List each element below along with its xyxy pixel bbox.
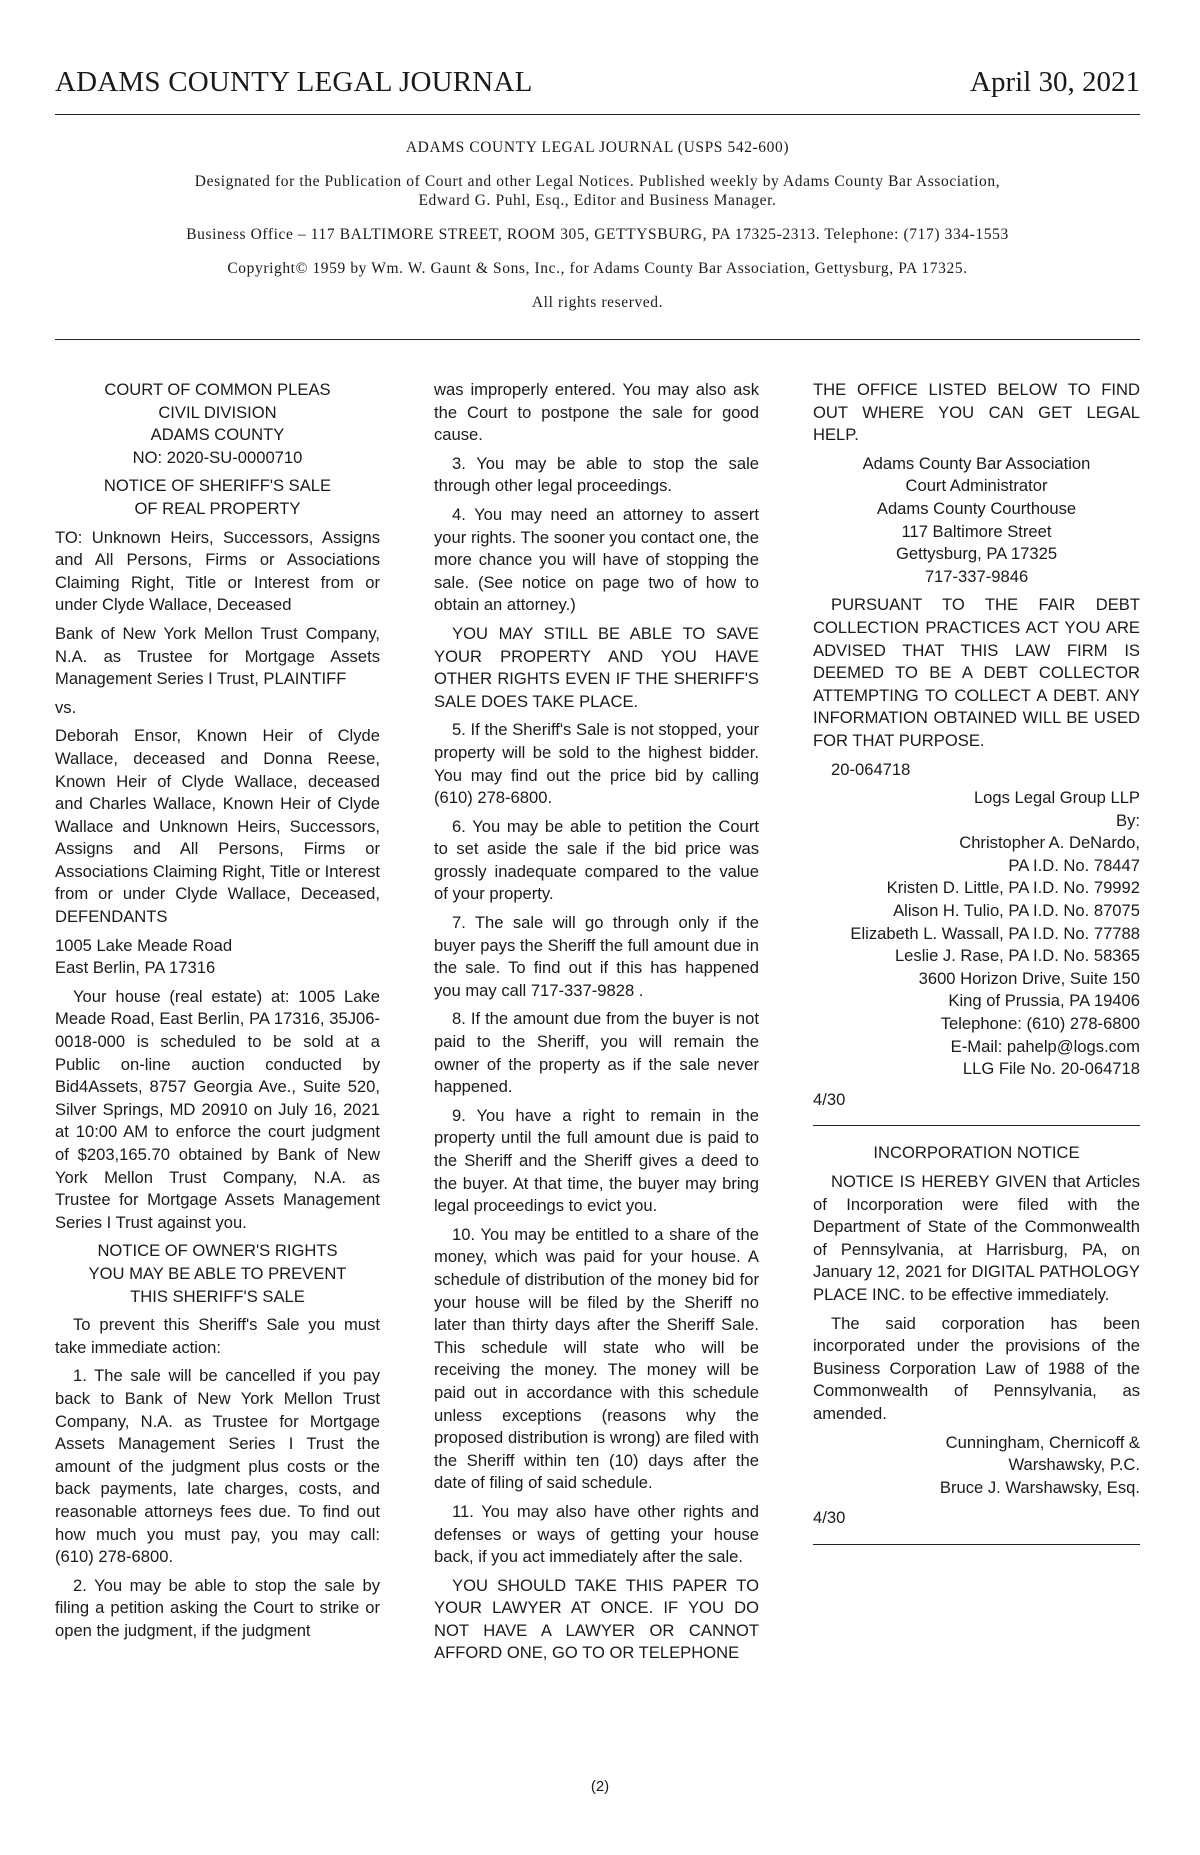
take-paragraph: YOU SHOULD TAKE THIS PAPER TO YOUR LAWYER AT ONCE. IF YOU DO NOT HAVE A LAWYER OR CANNOT AFFORD ONE, GO TO OR TELEPHONE <box>434 1575 759 1663</box>
incorporation-paragraph: The said corporation has been incorporated under the provisions of the Business Corporation Law of 1988 of the Commonwealth of Pennsylvania, as amended. <box>813 1313 1140 1423</box>
column-2 <box>434 379 759 1671</box>
masthead-line: Copyright© 1959 by Wm. W. Gaunt & Sons, Inc., for Adams County Bar Association, Gettysburg, PA 17325. <box>227 260 968 277</box>
journal-header <box>55 66 1140 114</box>
masthead-line: ADAMS COUNTY LEGAL JOURNAL (USPS 542-600) <box>405 139 790 156</box>
house-paragraph: Your house (real estate) at: 1005 Lake Meade Road, East Berlin, PA 17316, 35J06-0018-000 is scheduled to be sold at a Public on-line auction conducted by Bid4Assets, 8757 Georgia Ave., Suite 520, Silver Springs, MD 20910 on July 16, 2021 at 10:00 AM to enforce the court judgment of $203,165.70 obtained by Bank of New York Mellon Trust Company, N.A. as Trustee for Mortgage Assets Management Series I Trust against you. <box>55 986 380 1232</box>
item-9: 9. You have a right to remain in the property until the full amount due is paid to the Sheriff and the Sheriff gives a deed to the buyer. At that time, the buyer may bring legal proceedings to evict you. <box>434 1105 759 1216</box>
masthead-line: All rights reserved. <box>531 294 664 311</box>
pursuant-paragraph: PURSUANT TO THE FAIR DEBT COLLECTION PRACTICES ACT YOU ARE ADVISED THAT THIS LAW FIRM IS DEEMED TO BE A DEBT COLLECTOR ATTEMPTING TO COLLECT A DEBT. ANY INFORMATION OBTAINED WILL BE USED FOR THAT PURPOSE. <box>813 595 1140 750</box>
item-7: 7. The sale will go through only if the buyer pays the Sheriff the full amount due in the sale. To find out if this has happened you may call 717-337-9828 . <box>434 913 759 1000</box>
item-2: 2. You may be able to stop the sale by filing a petition asking the Court to strike or open the judgment, if the judgment <box>55 1575 380 1640</box>
item-6: 6. You may be able to petition the Court to set aside the sale if the bid price was grossly inadequate compared to the value of your property. <box>434 816 759 904</box>
masthead <box>55 138 1140 312</box>
journal-title: ADAMS COUNTY LEGAL JOURNAL <box>55 66 533 98</box>
property-address: 1005 Lake Meade Road East Berlin, PA 17316 <box>55 935 233 978</box>
incorporation-title: INCORPORATION NOTICE <box>873 1143 1080 1163</box>
incorporation-signature: Cunningham, Chernicoff & Warshawsky, P.C. Bruce J. Warshawsky, Esq. <box>939 1432 1140 1497</box>
item-4: 4. You may need an attorney to assert your rights. The sooner you contact one, the more chance you will have of stopping the sale. (See notice on page two of how to obtain an attorney.) <box>434 504 759 615</box>
law-firm-signature: Logs Legal Group LLP By: Christopher A. DeNardo, PA I.D. No. 78447 Kristen D. Little, PA I.D. No. 79992 Alison H. Tulio, PA I.D. No. 87075 Elizabeth L. Wassall, PA I.D. No. 77788 Leslie J. Rase, PA I.D. No. 58365 3600 Horizon Drive, Suite 150 King of Prussia, PA 19406 Telephone: (610) 278-6800 E-Mail: pahelp@logs.com LLG File No. 20-064718 <box>850 788 1140 1079</box>
page-number: (2) <box>590 1778 610 1795</box>
incorporation-paragraph: NOTICE IS HEREBY GIVEN that Articles of Incorporation were filed with the Department of State of the Commonwealth of Pennsylvania, at Harrisburg, PA, on January 12, 2021 for DIGITAL PATHOLOGY PLACE INC. to be effective immediately. <box>813 1172 1140 1304</box>
item-1: 1. The sale will be cancelled if you pay back to Bank of New York Mellon Trust Company, N.A. as Trustee for Mortgage Assets Management Series I Trust the amount of the judgment plus costs or the back payments, late charges, costs, and reasonable attorneys fees due. To find out how much you must pay, you may call: (610) 278-6800. <box>55 1366 380 1567</box>
still-paragraph: YOU MAY STILL BE ABLE TO SAVE YOUR PROPERTY AND YOU HAVE OTHER RIGHTS EVEN IF THE SHERIFF'S SALE DOES TAKE PLACE. <box>434 623 759 711</box>
column-3 <box>813 379 1140 1561</box>
item-11: 11. You may also have other rights and defenses or ways of getting your house back, if you act immediately after the sale. <box>434 1501 759 1567</box>
plaintiff-paragraph: Bank of New York Mellon Trust Company, N.A. as Trustee for Mortgage Assets Management Series I Trust, PLAINTIFF <box>55 623 380 689</box>
defendants-paragraph: Deborah Ensor, Known Heir of Clyde Wallace, deceased and Donna Reese, Known Heir of Clyde Wallace, deceased and Charles Wallace, Known Heir of Clyde Wallace and Unknown Heirs, Successors, Assigns and All Persons, Firms or Associations Claiming Right, Title or Interest from or under Clyde Wallace, Deceased, DEFENDANTS <box>55 726 380 927</box>
item-5: 5. If the Sheriff's Sale is not stopped, your property will be sold to the highest bidder. You may find out the price bid by calling (610) 278-6800. <box>434 720 759 808</box>
notice-divider <box>813 1544 1140 1545</box>
item-3: 3. You may be able to stop the sale through other legal proceedings. <box>434 453 759 496</box>
issue-date: April 30, 2021 <box>970 66 1140 98</box>
vs-text: vs. <box>55 697 77 717</box>
office-paragraph: THE OFFICE LISTED BELOW TO FIND OUT WHERE YOU CAN GET LEGAL HELP. <box>813 380 1140 445</box>
publication-date: 4/30 <box>813 1089 846 1109</box>
column-1 <box>55 379 380 1648</box>
masthead-rule <box>55 339 1140 340</box>
item-2-continued: was improperly entered. You may also ask the Court to postpone the sale for good cause. <box>434 380 759 445</box>
prevent-paragraph: To prevent this Sheriff's Sale you must take immediate action: <box>55 1315 380 1357</box>
court-caption: COURT OF COMMON PLEAS CIVIL DIVISION ADAMS COUNTY NO: 2020-SU-0000710 <box>104 380 331 467</box>
notice-title: NOTICE OF SHERIFF'S SALE OF REAL PROPERTY <box>103 476 332 518</box>
to-paragraph: TO: Unknown Heirs, Successors, Assigns and All Persons, Firms or Associations Claiming Right, Title or Interest from or under Clyde Wallace, Deceased <box>55 527 380 615</box>
notice-divider <box>813 1125 1140 1126</box>
bar-association-address: Adams County Bar Association Court Administrator Adams County Courthouse 117 Baltimore Street Gettysburg, PA 17325 717-337-9846 <box>862 453 1091 586</box>
masthead-line: Designated for the Publication of Court and other Legal Notices. Published weekly by Adams County Bar Association, <box>194 173 1001 190</box>
item-10: 10. You may be entitled to a share of the money, which was paid for your house. A schedule of distribution of the money bid for your house will be filed by the Sheriff no later than thirty days after the Sheriff Sale. This schedule will state who will be receiving the money. The money will be paid out in accordance with this schedule unless exceptions (reasons why the proposed distribution is wrong) are filed with the Sheriff within ten (10) days after the date of filing of said schedule. <box>434 1224 759 1493</box>
header-rule <box>55 114 1140 115</box>
masthead-line: Business Office – 117 BALTIMORE STREET, ROOM 305, GETTYSBURG, PA 17325-2313. Telephone: (717) 334-1553 <box>186 226 1009 243</box>
file-number: 20-064718 <box>831 759 911 779</box>
masthead-line: Edward G. Puhl, Esq., Editor and Business Manager. <box>418 192 777 209</box>
publication-date: 4/30 <box>813 1508 846 1528</box>
rights-title: NOTICE OF OWNER'S RIGHTS YOU MAY BE ABLE TO PREVENT THIS SHERIFF'S SALE <box>88 1241 347 1306</box>
item-8: 8. If the amount due from the buyer is not paid to the Sheriff, you will remain the owner of the property as if the sale never happened. <box>434 1009 759 1097</box>
